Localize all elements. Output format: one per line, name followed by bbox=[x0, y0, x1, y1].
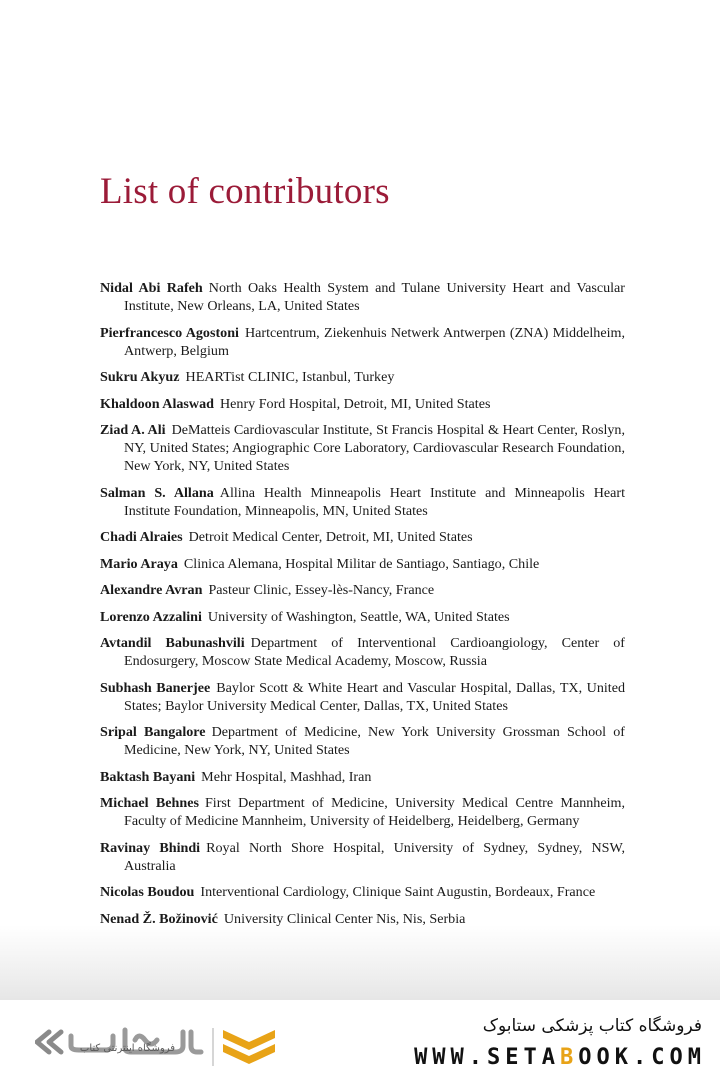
contributor-entry bbox=[100, 679, 625, 715]
contributor-entry bbox=[100, 324, 625, 360]
contributor-entry bbox=[100, 634, 625, 670]
contributor-name: Ziad A. Ali bbox=[100, 422, 166, 438]
contributor-entry bbox=[100, 395, 625, 413]
contributor-name: Baktash Bayani bbox=[100, 768, 196, 785]
url-suffix: OOK.COM bbox=[578, 1045, 706, 1070]
contributor-name: Sripal Bangalore bbox=[100, 724, 206, 740]
contributor-entry bbox=[100, 883, 625, 901]
contributor-affiliation: Interventional Cardiology, Clinique Saint Augustin, Bordeaux, France bbox=[200, 884, 596, 900]
store-name: فروشگاه کتاب پزشکی ستابوک bbox=[482, 1016, 702, 1036]
contributor-affiliation: First Department of Medicine, University Medical Centre Mannheim, Faculty of Medicine Mannheim, University of Heidelberg, Heidelberg, Germany bbox=[124, 795, 625, 829]
contributor-affiliation: Department of Medicine, New York University Grossman School of Medicine, New York, NY, United States bbox=[124, 724, 625, 758]
contributor-affiliation: North Oaks Health System and Tulane University Heart and Vascular Institute, New Orleans, LA, United States bbox=[124, 280, 625, 314]
contributor-name: Pierfrancesco Agostoni bbox=[100, 324, 239, 341]
contributor-name: Nicolas Boudou bbox=[100, 884, 195, 900]
book-stack-icon bbox=[223, 1030, 275, 1064]
contributor-affiliation: Department of Interventional Cardioangiology, Center of Endosurgery, Moscow State Medical Academy, Moscow, Russia bbox=[124, 635, 626, 669]
contributor-entry bbox=[100, 794, 625, 830]
contributor-name: Lorenzo Azzalini bbox=[100, 608, 202, 625]
contributor-entry bbox=[100, 839, 625, 875]
contributor-entry bbox=[100, 608, 625, 626]
contributor-list bbox=[100, 279, 625, 936]
contributor-entry bbox=[100, 910, 625, 928]
contributor-affiliation: Pasteur Clinic, Essey-lès-Nancy, France bbox=[208, 582, 435, 598]
contributor-name: Salman S. Allana bbox=[100, 484, 214, 501]
contributor-affiliation: DeMatteis Cardiovascular Institute, St Francis Hospital & Heart Center, Roslyn, NY, United States; Angiographic Core Laboratory, Cardiovascular Research Foundation, New York, NY, United States bbox=[124, 422, 626, 474]
contributor-entry bbox=[100, 581, 625, 599]
contributor-name: Avtandil Babunashvili bbox=[100, 635, 245, 651]
contributor-affiliation: University Clinical Center Nis, Nis, Serbia bbox=[223, 910, 466, 927]
contributor-name: Nenad Ž. Božinović bbox=[100, 910, 218, 927]
contributor-entry bbox=[100, 723, 625, 759]
contributor-name: Alexandre Avran bbox=[100, 582, 203, 598]
contributor-affiliation: HEARTist CLINIC, Istanbul, Turkey bbox=[185, 369, 395, 385]
contributor-name: Khaldoon Alaswad bbox=[100, 395, 214, 412]
url-highlight: B bbox=[560, 1045, 579, 1070]
contributor-affiliation: Royal North Shore Hospital, University of Sydney, Sydney, NSW, Australia bbox=[124, 839, 625, 874]
contributor-entry bbox=[100, 421, 625, 475]
contributor-entry bbox=[100, 368, 625, 386]
contributor-entry bbox=[100, 555, 625, 573]
contributor-name: Sukru Akyuz bbox=[100, 369, 180, 385]
footer-banner bbox=[0, 1000, 720, 1080]
contributor-affiliation: Clinica Alemana, Hospital Militar de Santiago, Santiago, Chile bbox=[183, 555, 540, 572]
contributor-affiliation: Detroit Medical Center, Detroit, MI, United States bbox=[188, 529, 473, 545]
contributor-affiliation: Mehr Hospital, Mashhad, Iran bbox=[201, 768, 372, 785]
contributor-name: Nidal Abi Rafeh bbox=[100, 280, 203, 296]
contributor-name: Michael Behnes bbox=[100, 795, 199, 811]
contributor-entry bbox=[100, 528, 625, 546]
contributor-entry bbox=[100, 279, 625, 315]
contributor-name: Subhash Banerjee bbox=[100, 679, 211, 696]
contributor-name: Ravinay Bhindi bbox=[100, 839, 201, 856]
page-title: List of contributors bbox=[100, 171, 390, 212]
contributor-name: Chadi Alraies bbox=[100, 529, 183, 545]
contributor-entry bbox=[100, 484, 625, 520]
logo-tagline: فروشگاه اینترنتی کتاب bbox=[79, 1043, 176, 1054]
url-prefix: WWW.SETA bbox=[414, 1045, 561, 1070]
contributor-affiliation: Allina Health Minneapolis Heart Institute and Minneapolis Heart Institute Foundation, Minneapolis, MN, United States bbox=[124, 484, 625, 519]
contributor-affiliation: University of Washington, Seattle, WA, United States bbox=[207, 608, 510, 625]
contributor-entry bbox=[100, 768, 625, 786]
contributor-name: Mario Araya bbox=[100, 555, 178, 572]
website-url[interactable] bbox=[414, 1045, 706, 1070]
contributor-affiliation: Baylor Scott & White Heart and Vascular Hospital, Dallas, TX, United States; Baylor University Medical Center, Dallas, TX, United States bbox=[124, 679, 625, 714]
contributor-affiliation: Henry Ford Hospital, Detroit, MI, United States bbox=[219, 395, 491, 412]
contributor-affiliation: Hartcentrum, Ziekenhuis Netwerk Antwerpen (ZNA) Middelheim, Antwerp, Belgium bbox=[124, 324, 625, 359]
